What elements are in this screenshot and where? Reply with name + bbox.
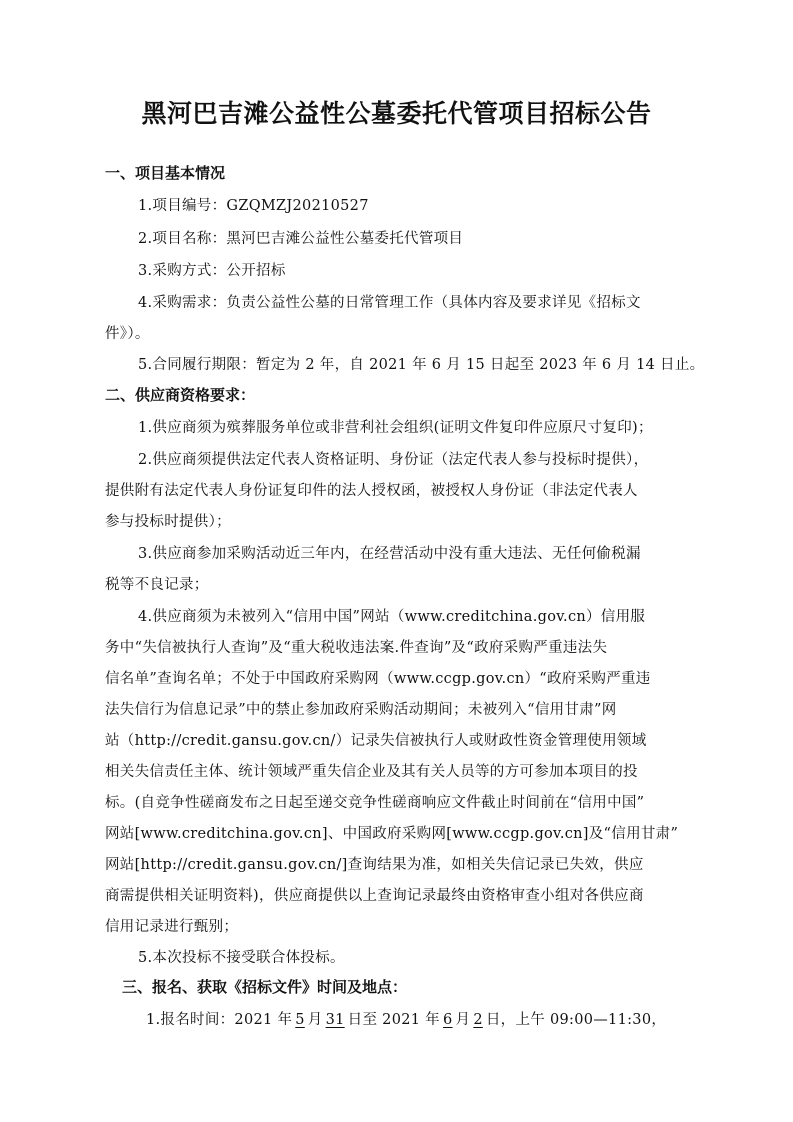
text-segment: 日，上午 09:00—11:30， [485,1012,667,1028]
paragraph-line: 信用记录进行甄别； [105,919,239,935]
paragraph-line: 站（http://credit.gansu.gov.cn/）记录失信被执行人或财政性资金管理使用领域 [105,733,647,749]
paragraph-line: 1.项目编号：GZQMZJ20210527 [138,198,369,214]
paragraph-line: 网站[www.creditchina.gov.cn]、中国政府采购网[www.ccgp.gov.cn]及“信用甘肃” [105,826,679,842]
underlined-month: 5 [295,1012,305,1028]
section-heading-3: 三、报名、获取《招标文件》时间及地点： [122,978,408,996]
registration-time-line [146,1008,666,1029]
underlined-day: 31 [325,1012,345,1028]
paragraph-line: 1.供应商须为殡葬服务单位或非营利社会组织(证明文件复印件应原尺寸复印)； [138,420,653,436]
paragraph-line: 网站[http://credit.gansu.gov.cn/]查询结果为准，如相关失信记录已失效，供应 [105,857,644,873]
paragraph-line: 商需提供相关证明资料)，供应商提供以上查询记录最终由资格审查小组对各供应商 [105,888,644,904]
text-segment: 1.报名时间：2021 年 [146,1012,293,1028]
paragraph-line: 5.本次投标不接受联合体投标。 [138,950,345,966]
text-segment: 日至 2021 年 [347,1012,440,1028]
text-segment: 月 [307,1012,323,1028]
paragraph-line: 税等不良记录； [105,577,209,593]
paragraph-line: 2.供应商须提供法定代表人资格证明、身份证（法定代表人参与投标时提供）， [138,452,649,468]
paragraph-line: 3.采购方式：公开招标 [138,263,286,279]
paragraph-line: 4.供应商须为未被列入“信用中国”网站（www.creditchina.gov.cn）信用服 [138,609,646,625]
paragraph-line: 相关失信责任主体、统计领域严重失信企业及其有关人员等的方可参加本项目的投 [105,764,638,780]
paragraph-line: 件》）。 [105,326,150,342]
text-segment: 月 [455,1012,471,1028]
paragraph-line: 参与投标时提供）； [105,514,231,530]
paragraph-line: 2.项目名称：黑河巴吉滩公益性公墓委托代管项目 [138,231,464,247]
paragraph-line: 3.供应商参加采购活动近三年内，在经营活动中没有重大违法、无任何偷税漏 [138,546,641,562]
section-heading-1: 一、项目基本情况 [105,164,226,182]
paragraph-line: 提供附有法定代表人身份证复印件的法人授权函，被授权人身份证（非法定代表人 [105,483,638,499]
document-title: 黑河巴吉滩公益性公墓委托代管项目招标公告 [141,99,652,128]
underlined-month: 6 [442,1012,453,1028]
section-heading-2: 二、供应商资格要求： [105,386,256,404]
paragraph-line: 5.合同履行期限：暂定为 2 年，自 2021 年 6 月 15 日起至 2023 年 6 月 14 日止。 [138,357,705,373]
paragraph-line: 务中“失信被执行人查询”及“重大税收违法案.件查询”及“政府采购严重违法失 [105,640,608,656]
paragraph-line: 法失信行为信息记录”中的禁止参加政府采购活动期间；未被列入“信用甘肃”网 [105,702,617,718]
paragraph-line: 标。(自竞争性磋商发布之日起至递交竞争性磋商响应文件截止时间前在“信用中国” [105,795,645,811]
underlined-day: 2 [473,1012,483,1028]
paragraph-line: 4.采购需求：负责公益性公墓的日常管理工作（具体内容及要求详见《招标文 [138,295,641,311]
paragraph-line: 信名单”查询名单；不处于中国政府采购网（www.ccgp.gov.cn）“政府采购严重违 [105,671,651,687]
